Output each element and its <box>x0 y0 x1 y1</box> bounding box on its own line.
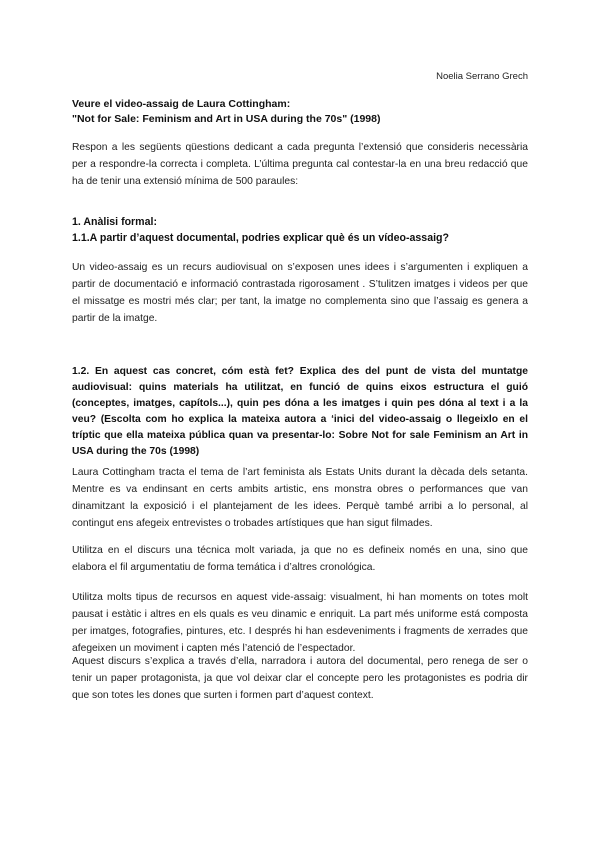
answer-paragraph: Utilitza en el discurs una técnica molt variada, ja que no es defineix només en una, sino que elabora el fil argumentatiu de forma temática i d’altres cronológica. <box>72 545 528 573</box>
question-1-1: 1.1.A partir d’aquest documental, podries explicar què és un vídeo-assaig? <box>72 232 449 244</box>
answer-paragraph: Laura Cottingham tracta el tema de l’art feminista als Estats Units durant la dècada dels setanta. Mentre es va endinsant en certs ambits artistic, ens monstra obres o performances que van dinamitzant la exposició i el plantejament de les idees. Perquè també arribi a lo personal, al contingut ens afegeix entrevistes o trobades artístiques que han sigut filmades. <box>72 467 528 529</box>
answer-1-2-paragraph-2 <box>72 542 528 576</box>
answer-1-1 <box>72 259 528 327</box>
author-name: Noelia Serrano Grech <box>436 71 528 82</box>
instructions-block <box>72 139 528 190</box>
answer-1-2-paragraph-4 <box>72 653 528 704</box>
section-1 <box>72 214 528 246</box>
title-line-1: Veure el video-assaig de Laura Cottingham: <box>72 98 291 110</box>
instructions-text: Respon a les següents qüestions dedicant a cada pregunta l’extensió que consideris necessària per a respondre-la correcta i completa. L’última pregunta cal contestar-la en una breu redacció que ha de tenir una extensió mínima de 500 paraules: <box>72 142 528 187</box>
answer-1-1-text: Un video-assaig es un recurs audiovisual on s’exposen unes idees i s’argumenten i expliquen a partir de documentació e informació contrastada rigorosament . S’tulitzen imatges i videos per que el missatge es mostri més clar; per tant, la imatge no complementa sino que l’assaig es genera a partir de la imatge. <box>72 262 528 324</box>
question-1-2-text: 1.2. En aquest cas concret, cóm està fet? Explica des del punt de vista del muntatge audiovisual: quins materials ha utilitzat, en funció de quins eixos estructura el guió (conceptes, imatges, capítols...), quin pes dóna a les imatges i quin pes dóna al text i a la veu? (Escolta com ho explica la mateixa autora a ‘inici del video-assaig o llegeixlo en el tríptic que ella mateixa pública quan va presentar-lo: Sobre Not for sale Feminism an Art in USA during the 70s (1998) <box>72 366 528 457</box>
answer-1-2-paragraph-1 <box>72 464 528 532</box>
question-1-2 <box>72 364 528 460</box>
title-line-2: "Not for Sale: Feminism and Art in USA during the 70s" (1998) <box>72 113 381 125</box>
answer-1-2-paragraph-3 <box>72 589 528 657</box>
answer-paragraph: Aquest discurs s’explica a través d’ella, narradora i autora del documental, pero renega de ser o tenir un paper protagonista, ja que vol deixar clar el concepte pero les protagonistes es podria dir que son totes les dones que surten i formen part d’aquest context. <box>72 656 528 701</box>
section-1-heading: 1. Anàlisi formal: <box>72 216 157 228</box>
answer-paragraph: Utilitza molts tipus de recursos en aquest vide-assaig: visualment, hi han moments on totes molt pausat i estàtic i altres en els quals es veu dinamic e enriquit. La part més uniforme está composta per imatges, fotografies, pintures, etc. I després hi han esdeveniments i fragments de xerrades que afegeixen un moviment i capten més l’atenció de l’espectador. <box>72 592 528 654</box>
document-title <box>72 97 528 127</box>
